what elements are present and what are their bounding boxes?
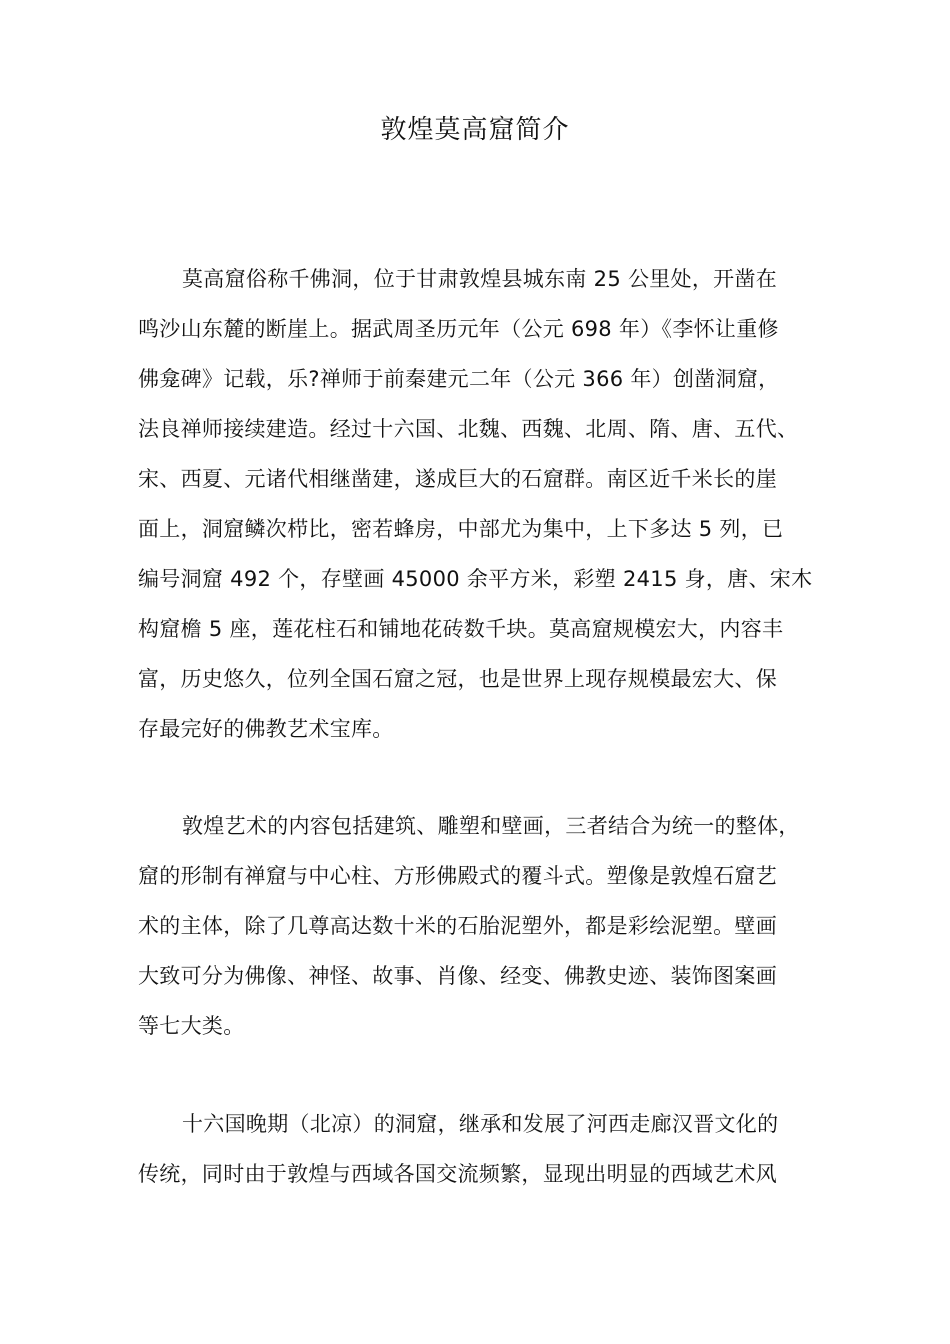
paragraph-1-line-7: 编号洞窟 492 个，存壁画 45000 余平方米，彩塑 2415 身，唐、宋木 [138, 567, 813, 591]
paragraph-2-line-2: 窟的形制有禅窟与中心柱、方形佛殿式的覆斗式。塑像是敦煌石窟艺 [138, 864, 777, 888]
paragraph-1-line-8: 构窟檐 5 座，莲花柱石和铺地花砖数千块。莫高窟规模宏大，内容丰 [138, 617, 784, 641]
paragraph-1-line-9: 富，历史悠久，位列全国石窟之冠，也是世界上现存规模最宏大、保 [138, 667, 777, 691]
paragraph-2-line-5: 等七大类。 [138, 1014, 245, 1038]
paragraph-1-line-10: 存最完好的佛教艺术宝库。 [138, 717, 394, 741]
paragraph-2-line-4: 大致可分为佛像、神怪、故事、肖像、经变、佛教史迹、装饰图案画 [138, 964, 777, 988]
paragraph-1-line-3: 佛龛碑》记载，乐?禅师于前秦建元二年（公元 366 年）创凿洞窟， [138, 367, 780, 391]
document-title: 敦煌莫高窟简介 [380, 115, 570, 145]
paragraph-1-line-2: 鸣沙山东麓的断崖上。据武周圣历元年（公元 698 年）《李怀让重修 [138, 317, 779, 341]
paragraph-1-line-1: 莫高窟俗称千佛洞，位于甘肃敦煌县城东南 25 公里处，开凿在 [182, 267, 778, 291]
paragraph-3-line-2: 传统，同时由于敦煌与西域各国交流频繁，显现出明显的西域艺术风 [138, 1162, 777, 1186]
paragraph-1-line-5: 宋、西夏、元诸代相继凿建，遂成巨大的石窟群。南区近千米长的崖 [138, 467, 777, 491]
paragraph-2-line-1: 敦煌艺术的内容包括建筑、雕塑和壁画，三者结合为统一的整体， [182, 814, 800, 838]
paragraph-1-line-6: 面上，洞窟鳞次栉比，密若蜂房，中部尤为集中，上下多达 5 列，已 [138, 517, 784, 541]
paragraph-3-line-1: 十六国晚期（北凉）的洞窟，继承和发展了河西走廊汉晋文化的 [182, 1112, 779, 1136]
paragraph-1-line-4: 法良禅师接续建造。经过十六国、北魏、西魏、北周、隋、唐、五代、 [138, 417, 799, 441]
paragraph-2-line-3: 术的主体，除了几尊高达数十米的石胎泥塑外，都是彩绘泥塑。壁画 [138, 914, 777, 938]
